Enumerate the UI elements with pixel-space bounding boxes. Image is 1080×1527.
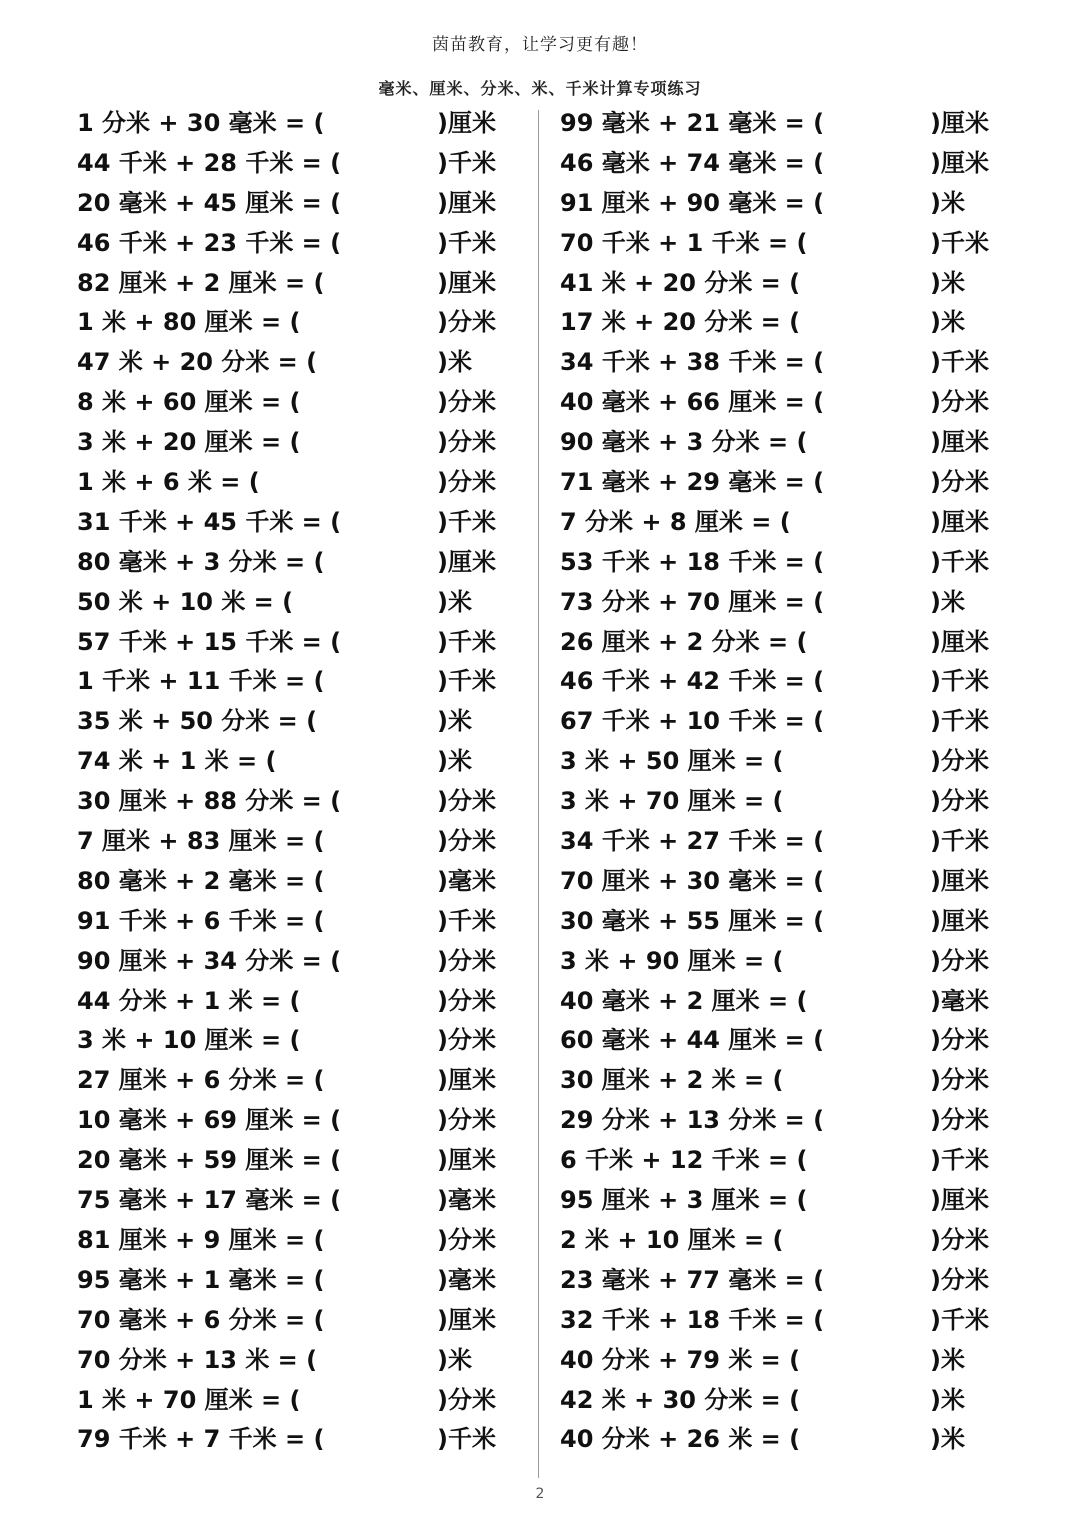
- problem-expression: 57 千米 + 15 千米 = (: [77, 627, 342, 656]
- problem-row: [77, 1420, 496, 1460]
- problem-expression: 79 千米 + 7 千米 = (: [77, 1425, 325, 1454]
- answer-blank[interactable]: [341, 189, 437, 219]
- answer-unit: )分米: [437, 946, 496, 975]
- answer-unit: )千米: [437, 627, 496, 656]
- answer-unit: )分米: [930, 1066, 989, 1095]
- problem-expression: 2 米 + 10 厘米 = (: [560, 1225, 784, 1254]
- answer-blank[interactable]: [824, 588, 930, 618]
- problem-expression: 1 米 + 6 米 = (: [77, 468, 260, 497]
- problem-expression: 1 千米 + 11 千米 = (: [77, 667, 325, 696]
- problem-row: [560, 463, 989, 503]
- problem-row: [77, 1021, 496, 1061]
- answer-blank[interactable]: [341, 508, 437, 538]
- problem-row: [77, 1301, 496, 1341]
- left-problem-column: [77, 104, 496, 1460]
- problem-expression: 20 毫米 + 45 厘米 = (: [77, 188, 342, 217]
- problem-row: [77, 1061, 496, 1101]
- answer-blank[interactable]: [341, 1146, 437, 1176]
- page-number: 2: [535, 1486, 545, 1502]
- problem-row: [77, 264, 496, 304]
- answer-unit: )米: [930, 1345, 965, 1374]
- answer-unit: )千米: [930, 1146, 989, 1175]
- problem-row: [77, 184, 496, 224]
- answer-unit: )分米: [437, 787, 496, 816]
- problem-row: [77, 862, 496, 902]
- answer-blank[interactable]: [293, 588, 437, 618]
- answer-blank[interactable]: [783, 747, 930, 777]
- problem-row: [77, 1381, 496, 1421]
- problem-expression: 29 分米 + 13 分米 = (: [560, 1106, 825, 1135]
- problem-expression: 3 米 + 50 厘米 = (: [560, 747, 784, 776]
- answer-blank[interactable]: [824, 1026, 930, 1056]
- problem-expression: 73 分米 + 70 厘米 = (: [560, 587, 825, 616]
- answer-unit: )米: [930, 1385, 965, 1414]
- problem-row: [560, 303, 989, 343]
- problem-expression: 40 分米 + 26 米 = (: [560, 1425, 801, 1454]
- answer-unit: )千米: [930, 348, 989, 377]
- problem-row: [560, 623, 989, 663]
- problem-row: [560, 1261, 989, 1301]
- answer-unit: )厘米: [930, 507, 989, 536]
- answer-blank[interactable]: [260, 468, 437, 498]
- problem-row: [77, 902, 496, 942]
- answer-unit: )厘米: [437, 547, 496, 576]
- answer-unit: )毫米: [437, 1265, 496, 1294]
- answer-blank[interactable]: [807, 1146, 930, 1176]
- problem-expression: 41 米 + 20 分米 = (: [560, 268, 801, 297]
- problem-row: [560, 702, 989, 742]
- right-problem-column: [560, 104, 989, 1460]
- problem-row: [77, 982, 496, 1022]
- answer-blank[interactable]: [824, 907, 930, 937]
- problem-expression: 3 米 + 20 厘米 = (: [77, 428, 301, 457]
- answer-unit: )千米: [437, 1425, 496, 1454]
- problem-row: [560, 583, 989, 623]
- worksheet-title: 毫米、厘米、分米、米、千米计算专项练习: [378, 79, 702, 98]
- answer-unit: )厘米: [930, 1186, 989, 1215]
- problem-row: [560, 1221, 989, 1261]
- problem-row: [77, 423, 496, 463]
- problem-row: [77, 583, 496, 623]
- answer-blank[interactable]: [300, 308, 437, 338]
- problem-row: [77, 543, 496, 583]
- problem-row: [77, 503, 496, 543]
- answer-unit: )分米: [930, 747, 989, 776]
- answer-unit: )米: [930, 188, 965, 217]
- answer-unit: )分米: [930, 787, 989, 816]
- problem-row: [77, 383, 496, 423]
- answer-unit: )分米: [437, 986, 496, 1015]
- problem-row: [77, 623, 496, 663]
- answer-unit: )厘米: [437, 268, 496, 297]
- answer-blank[interactable]: [341, 1106, 437, 1136]
- answer-blank[interactable]: [341, 229, 437, 259]
- problem-expression: 27 厘米 + 6 分米 = (: [77, 1066, 325, 1095]
- answer-blank[interactable]: [783, 1226, 930, 1256]
- answer-blank[interactable]: [824, 548, 930, 578]
- answer-blank[interactable]: [824, 1106, 930, 1136]
- answer-unit: )分米: [437, 428, 496, 457]
- problem-row: [77, 104, 496, 144]
- problem-row: [560, 1341, 989, 1381]
- problem-row: [560, 543, 989, 583]
- problem-row: [77, 224, 496, 264]
- problem-expression: 34 千米 + 38 千米 = (: [560, 348, 825, 377]
- problem-expression: 82 厘米 + 2 厘米 = (: [77, 268, 325, 297]
- problem-row: [560, 224, 989, 264]
- problem-row: [560, 942, 989, 982]
- answer-blank[interactable]: [824, 388, 930, 418]
- answer-blank[interactable]: [807, 428, 930, 458]
- answer-unit: )厘米: [437, 1305, 496, 1334]
- answer-unit: )分米: [930, 1106, 989, 1135]
- answer-unit: )分米: [930, 1026, 989, 1055]
- problem-row: [77, 662, 496, 702]
- problem-expression: 17 米 + 20 分米 = (: [560, 308, 801, 337]
- problem-expression: 8 米 + 60 厘米 = (: [77, 388, 301, 417]
- problem-expression: 35 米 + 50 分米 = (: [77, 707, 318, 736]
- problem-row: [560, 902, 989, 942]
- problem-expression: 7 分米 + 8 厘米 = (: [560, 507, 791, 536]
- answer-blank[interactable]: [341, 149, 437, 179]
- answer-blank[interactable]: [276, 747, 437, 777]
- problem-expression: 42 米 + 30 分米 = (: [560, 1385, 801, 1414]
- answer-unit: )分米: [437, 388, 496, 417]
- problem-expression: 74 米 + 1 米 = (: [77, 747, 277, 776]
- answer-unit: )米: [930, 268, 965, 297]
- answer-unit: )米: [930, 587, 965, 616]
- answer-unit: )毫米: [930, 986, 989, 1015]
- problem-row: [77, 463, 496, 503]
- answer-unit: )千米: [437, 507, 496, 536]
- problem-expression: 40 毫米 + 66 厘米 = (: [560, 388, 825, 417]
- problem-row: [77, 742, 496, 782]
- answer-blank[interactable]: [824, 189, 930, 219]
- problem-expression: 7 厘米 + 83 厘米 = (: [77, 827, 325, 856]
- answer-unit: )毫米: [437, 1186, 496, 1215]
- answer-unit: )千米: [437, 148, 496, 177]
- answer-blank[interactable]: [800, 1386, 930, 1416]
- problem-row: [560, 822, 989, 862]
- answer-blank[interactable]: [324, 1425, 437, 1455]
- answer-unit: )毫米: [437, 866, 496, 895]
- problem-expression: 1 米 + 80 厘米 = (: [77, 308, 301, 337]
- answer-unit: )米: [437, 747, 472, 776]
- problem-expression: 30 毫米 + 55 厘米 = (: [560, 906, 825, 935]
- answer-unit: )米: [437, 348, 472, 377]
- answer-unit: )分米: [437, 1385, 496, 1414]
- problem-expression: 91 厘米 + 90 毫米 = (: [560, 188, 825, 217]
- answer-unit: )分米: [437, 1026, 496, 1055]
- answer-blank[interactable]: [800, 1346, 930, 1376]
- problem-expression: 32 千米 + 18 千米 = (: [560, 1305, 825, 1334]
- problem-row: [77, 1341, 496, 1381]
- problem-expression: 44 分米 + 1 米 = (: [77, 986, 301, 1015]
- problem-expression: 91 千米 + 6 千米 = (: [77, 906, 325, 935]
- problem-row: [77, 782, 496, 822]
- problem-expression: 46 毫米 + 74 毫米 = (: [560, 148, 825, 177]
- answer-blank[interactable]: [824, 1306, 930, 1336]
- problem-expression: 80 毫米 + 2 毫米 = (: [77, 866, 325, 895]
- answer-unit: )厘米: [930, 866, 989, 895]
- answer-blank[interactable]: [824, 867, 930, 897]
- answer-blank[interactable]: [783, 947, 930, 977]
- answer-unit: )米: [437, 587, 472, 616]
- answer-unit: )千米: [930, 1305, 989, 1334]
- answer-unit: )千米: [930, 547, 989, 576]
- problem-expression: 67 千米 + 10 千米 = (: [560, 707, 825, 736]
- answer-unit: )分米: [437, 1106, 496, 1135]
- problem-expression: 75 毫米 + 17 毫米 = (: [77, 1186, 342, 1215]
- answer-unit: )千米: [930, 228, 989, 257]
- problem-expression: 50 米 + 10 米 = (: [77, 587, 294, 616]
- problem-expression: 99 毫米 + 21 毫米 = (: [560, 109, 825, 137]
- problem-row: [77, 144, 496, 184]
- problem-expression: 53 千米 + 18 千米 = (: [560, 547, 825, 576]
- column-divider: [538, 110, 539, 1478]
- answer-unit: )分米: [437, 1225, 496, 1254]
- answer-blank[interactable]: [300, 1386, 437, 1416]
- problem-row: [560, 1141, 989, 1181]
- answer-blank[interactable]: [824, 149, 930, 179]
- problem-row: [77, 1181, 496, 1221]
- problem-expression: 95 厘米 + 3 厘米 = (: [560, 1186, 808, 1215]
- problem-row: [560, 782, 989, 822]
- answer-unit: )分米: [437, 308, 496, 337]
- answer-blank[interactable]: [791, 508, 930, 538]
- problem-expression: 3 米 + 10 厘米 = (: [77, 1026, 301, 1055]
- problem-row: [560, 662, 989, 702]
- problem-row: [560, 1381, 989, 1421]
- answer-unit: )厘米: [437, 1066, 496, 1095]
- problem-row: [560, 343, 989, 383]
- answer-unit: )厘米: [930, 109, 989, 137]
- answer-blank[interactable]: [317, 1346, 437, 1376]
- answer-unit: )千米: [437, 906, 496, 935]
- problem-row: [77, 303, 496, 343]
- answer-blank[interactable]: [341, 628, 437, 658]
- answer-blank[interactable]: [300, 987, 437, 1017]
- problem-expression: 1 分米 + 30 毫米 = (: [77, 109, 325, 137]
- answer-blank[interactable]: [324, 827, 437, 857]
- answer-blank[interactable]: [324, 1306, 437, 1336]
- answer-unit: )米: [437, 1345, 472, 1374]
- problem-expression: 30 厘米 + 2 米 = (: [560, 1066, 784, 1095]
- answer-unit: )分米: [437, 827, 496, 856]
- answer-blank[interactable]: [800, 269, 930, 299]
- answer-blank[interactable]: [324, 109, 437, 139]
- answer-unit: )千米: [930, 827, 989, 856]
- problem-row: [560, 1301, 989, 1341]
- answer-blank[interactable]: [324, 548, 437, 578]
- problem-row: [77, 702, 496, 742]
- answer-unit: )厘米: [437, 109, 496, 137]
- answer-unit: )厘米: [930, 627, 989, 656]
- problem-expression: 90 毫米 + 3 分米 = (: [560, 428, 808, 457]
- problem-expression: 71 毫米 + 29 毫米 = (: [560, 468, 825, 497]
- problem-row: [560, 1181, 989, 1221]
- answer-blank[interactable]: [824, 667, 930, 697]
- answer-blank[interactable]: [324, 907, 437, 937]
- problem-expression: 34 千米 + 27 千米 = (: [560, 827, 825, 856]
- problem-row: [560, 104, 989, 144]
- answer-unit: )米: [437, 707, 472, 736]
- answer-unit: )米: [930, 308, 965, 337]
- problem-expression: 40 毫米 + 2 厘米 = (: [560, 986, 808, 1015]
- problem-expression: 10 毫米 + 69 厘米 = (: [77, 1106, 342, 1135]
- answer-blank[interactable]: [800, 1425, 930, 1455]
- problem-expression: 1 米 + 70 厘米 = (: [77, 1385, 301, 1414]
- answer-unit: )厘米: [930, 906, 989, 935]
- answer-blank[interactable]: [324, 667, 437, 697]
- problem-row: [560, 264, 989, 304]
- answer-blank[interactable]: [824, 707, 930, 737]
- problem-row: [560, 383, 989, 423]
- answer-unit: )千米: [930, 667, 989, 696]
- problem-expression: 60 毫米 + 44 厘米 = (: [560, 1026, 825, 1055]
- problem-expression: 20 毫米 + 59 厘米 = (: [77, 1146, 342, 1175]
- problem-expression: 95 毫米 + 1 毫米 = (: [77, 1265, 325, 1294]
- answer-blank[interactable]: [824, 1266, 930, 1296]
- answer-unit: )分米: [437, 468, 496, 497]
- answer-blank[interactable]: [324, 1066, 437, 1096]
- answer-unit: )分米: [930, 468, 989, 497]
- problem-row: [560, 503, 989, 543]
- problem-row: [560, 184, 989, 224]
- problem-expression: 6 千米 + 12 千米 = (: [560, 1146, 808, 1175]
- problem-expression: 3 米 + 90 厘米 = (: [560, 946, 784, 975]
- answer-unit: )千米: [437, 228, 496, 257]
- problem-expression: 3 米 + 70 厘米 = (: [560, 787, 784, 816]
- answer-unit: )厘米: [437, 1146, 496, 1175]
- answer-blank[interactable]: [824, 468, 930, 498]
- problem-expression: 70 分米 + 13 米 = (: [77, 1345, 318, 1374]
- answer-unit: )厘米: [930, 428, 989, 457]
- header-slogan: 茵苗教育，让学习更有趣！: [432, 35, 648, 55]
- answer-blank[interactable]: [807, 628, 930, 658]
- problem-expression: 26 厘米 + 2 分米 = (: [560, 627, 808, 656]
- problem-expression: 44 千米 + 28 千米 = (: [77, 148, 342, 177]
- problem-expression: 47 米 + 20 分米 = (: [77, 348, 318, 377]
- answer-blank[interactable]: [824, 348, 930, 378]
- answer-blank[interactable]: [341, 1186, 437, 1216]
- answer-blank[interactable]: [800, 308, 930, 338]
- problem-row: [77, 942, 496, 982]
- problem-row: [560, 742, 989, 782]
- problem-expression: 46 千米 + 42 千米 = (: [560, 667, 825, 696]
- problem-row: [77, 1261, 496, 1301]
- problem-row: [560, 1061, 989, 1101]
- answer-unit: )分米: [930, 946, 989, 975]
- problem-expression: 70 厘米 + 30 毫米 = (: [560, 866, 825, 895]
- answer-blank[interactable]: [324, 1226, 437, 1256]
- problem-expression: 80 毫米 + 3 分米 = (: [77, 547, 325, 576]
- problem-row: [560, 1021, 989, 1061]
- answer-unit: )米: [930, 1425, 965, 1454]
- answer-blank[interactable]: [300, 428, 437, 458]
- answer-blank[interactable]: [317, 348, 437, 378]
- problem-expression: 70 毫米 + 6 分米 = (: [77, 1305, 325, 1334]
- answer-unit: )千米: [437, 667, 496, 696]
- problem-row: [560, 144, 989, 184]
- answer-blank[interactable]: [807, 229, 930, 259]
- problem-row: [77, 1141, 496, 1181]
- problem-expression: 23 毫米 + 77 毫米 = (: [560, 1265, 825, 1294]
- problem-row: [560, 423, 989, 463]
- problem-expression: 70 千米 + 1 千米 = (: [560, 228, 808, 257]
- answer-blank[interactable]: [324, 269, 437, 299]
- problem-expression: 40 分米 + 79 米 = (: [560, 1345, 801, 1374]
- answer-unit: )分米: [930, 1265, 989, 1294]
- answer-unit: )分米: [930, 1225, 989, 1254]
- answer-blank[interactable]: [324, 867, 437, 897]
- answer-blank[interactable]: [317, 707, 437, 737]
- answer-blank[interactable]: [324, 1266, 437, 1296]
- answer-unit: )分米: [930, 388, 989, 417]
- problem-expression: 90 厘米 + 34 分米 = (: [77, 946, 342, 975]
- problem-row: [77, 1101, 496, 1141]
- problem-expression: 81 厘米 + 9 厘米 = (: [77, 1225, 325, 1254]
- problem-expression: 31 千米 + 45 千米 = (: [77, 507, 342, 536]
- answer-blank[interactable]: [300, 1026, 437, 1056]
- problem-row: [77, 343, 496, 383]
- answer-blank[interactable]: [807, 987, 930, 1017]
- problem-row: [560, 1101, 989, 1141]
- answer-unit: )厘米: [437, 188, 496, 217]
- answer-blank[interactable]: [341, 947, 437, 977]
- problem-row: [77, 822, 496, 862]
- answer-blank[interactable]: [807, 1186, 930, 1216]
- problem-row: [560, 982, 989, 1022]
- problem-row: [77, 1221, 496, 1261]
- problem-row: [560, 862, 989, 902]
- answer-blank[interactable]: [341, 787, 437, 817]
- answer-blank[interactable]: [783, 787, 930, 817]
- problem-expression: 46 千米 + 23 千米 = (: [77, 228, 342, 257]
- problem-row: [560, 1420, 989, 1460]
- answer-blank[interactable]: [824, 109, 930, 139]
- problem-expression: 30 厘米 + 88 分米 = (: [77, 787, 342, 816]
- answer-unit: )厘米: [930, 148, 989, 177]
- answer-blank[interactable]: [783, 1066, 930, 1096]
- answer-blank[interactable]: [824, 827, 930, 857]
- answer-unit: )千米: [930, 707, 989, 736]
- answer-blank[interactable]: [300, 388, 437, 418]
